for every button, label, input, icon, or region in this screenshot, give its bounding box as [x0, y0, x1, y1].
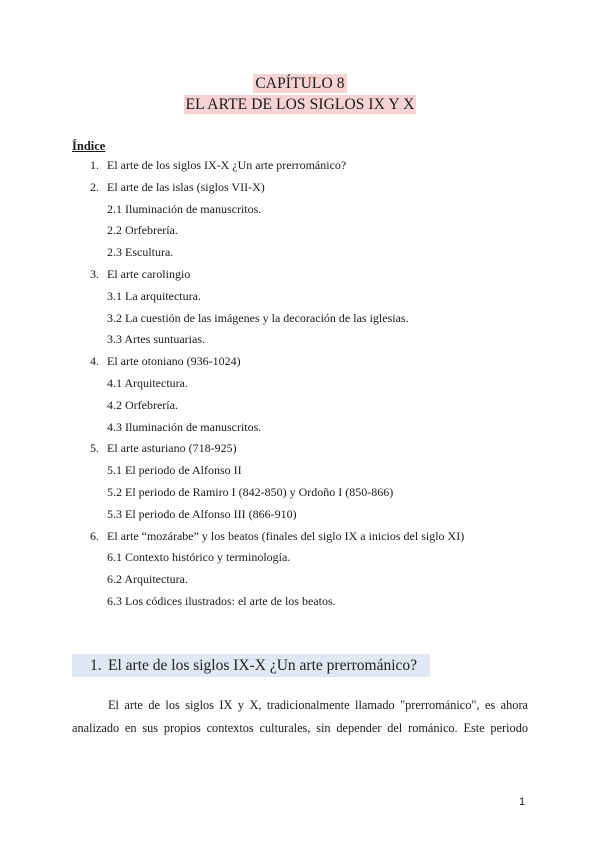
section-number: 1.	[90, 657, 102, 674]
toc-item-text: 3.1 La arquitectura.	[107, 289, 201, 303]
index-heading: Índice	[72, 139, 106, 153]
toc-item-number: 6.	[90, 529, 99, 543]
body-paragraph-line: El arte de los siglos IX y X, tradicionalmente llamado "prerrománico", es ahora	[108, 698, 528, 712]
section-title: El arte de los siglos IX-X ¿Un arte prerrománico?	[108, 657, 418, 674]
section-heading	[72, 654, 430, 677]
chapter-title: EL ARTE DE LOS SIGLOS IX Y X	[185, 96, 415, 113]
toc-item-text: 4.2 Orfebrería.	[107, 398, 178, 412]
toc-item-text: El arte de las islas (siglos VII-X)	[107, 180, 265, 194]
toc-item-text: 6.2 Arquitectura.	[107, 572, 188, 586]
toc-item-text: 6.3 Los códices ilustrados: el arte de los beatos.	[107, 594, 336, 608]
toc-item-text: El arte otoniano (936-1024)	[107, 354, 241, 368]
toc-item-text: 6.1 Contexto histórico y terminología.	[107, 550, 291, 564]
toc-item-text: El arte de los siglos IX-X ¿Un arte prerrománico?	[107, 158, 347, 172]
toc-item-text: 2.3 Escultura.	[107, 245, 174, 259]
toc-item-text: El arte asturiano (718-925)	[107, 441, 237, 455]
toc-item-number: 1.	[90, 158, 99, 172]
toc-item-text: 3.3 Artes suntuarias.	[107, 332, 205, 346]
toc-item-text: 4.3 Iluminación de manuscritos.	[107, 420, 262, 434]
toc-item-number: 4.	[90, 354, 99, 368]
toc-item-text: 3.2 La cuestión de las imágenes y la decoración de las iglesias.	[107, 311, 409, 325]
toc-item-text: 2.1 Iluminación de manuscritos.	[107, 202, 262, 216]
toc-item-text: 5.1 El periodo de Alfonso II	[107, 463, 242, 477]
toc-item-text: El arte “mozárabe” y los beatos (finales del siglo IX a inicios del siglo XI)	[107, 529, 465, 543]
toc-item-text: 2.2 Orfebrería.	[107, 223, 178, 237]
toc-item-number: 3.	[90, 267, 99, 281]
toc-item-text: El arte carolingio	[107, 267, 191, 281]
toc-item-text: 4.1 Arquitectura.	[107, 376, 188, 390]
page-number: 1	[519, 796, 526, 808]
toc-item-number: 5.	[90, 441, 99, 455]
body-paragraph-line: analizado en sus propios contextos culturales, sin depender del románico. Este periodo	[72, 721, 528, 735]
toc-item-text: 5.3 El periodo de Alfonso III (866-910)	[107, 507, 297, 521]
chapter-number: CAPÍTULO 8	[255, 75, 345, 92]
toc-item-text: 5.2 El periodo de Ramiro I (842-850) y Ordoño I (850-866)	[107, 485, 394, 499]
toc-item-number: 2.	[90, 180, 99, 194]
